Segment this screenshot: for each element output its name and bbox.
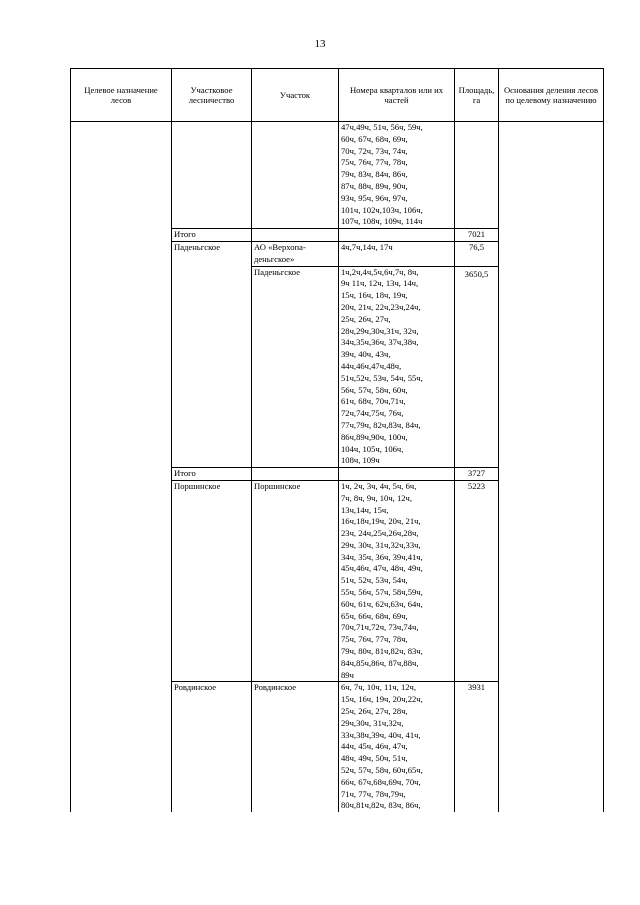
header-district: Участковое лесничество — [172, 69, 252, 122]
section-verkhopadenga: АО «Верхопа-деньгское» — [252, 241, 339, 266]
header-quarters: Номера кварталов или их частей — [339, 69, 455, 122]
section-rovdinskoe: Ровдинское — [252, 682, 339, 812]
quarters-cell: 47ч,49ч, 51ч, 56ч, 59ч, 60ч, 67ч, 68ч, 69ч, 70ч, 72ч, 73ч, 74ч, 75ч, 76ч, 77ч, 78ч, 79ч, 83ч, 84ч, 86ч, 87ч, 88ч, 89ч, 90ч, 93ч, 95ч, 96ч, 97ч, 101ч, 102ч,103ч, 106ч, 107ч, 108ч, 109ч, 114ч — [339, 122, 455, 229]
area-cell: 3931 — [455, 682, 499, 812]
basis-cell — [499, 122, 604, 813]
header-area: Площадь, га — [455, 69, 499, 122]
quarters-cell: 4ч,7ч,14ч, 17ч — [339, 241, 455, 266]
total-area: 3727 — [455, 468, 499, 481]
total-label: Итого — [172, 229, 252, 242]
purpose-cell — [71, 122, 172, 813]
section-cell — [252, 122, 339, 229]
total-area: 7021 — [455, 229, 499, 242]
quarters-cell: 6ч, 7ч, 10ч, 11ч, 12ч, 15ч, 16ч, 19ч, 20ч,22ч, 25ч, 26ч, 27ч, 28ч, 29ч,30ч, 31ч,32ч, 33ч,38ч,39ч, 40ч, 41ч, 44ч, 45ч, 46ч, 47ч, 48ч, 49ч, 50ч, 51ч, 52ч, 57ч, 58ч, 60ч,65ч, 66ч, 67ч,68ч,69ч, 70ч, 71ч, 77ч, 78ч,79ч, 80ч,81ч,82ч, 83ч, 86ч, — [339, 682, 455, 812]
area-cell: 5223 — [455, 480, 499, 682]
section-padenga: Паденьгское — [252, 266, 339, 468]
forest-purpose-table — [70, 68, 604, 812]
district-cell — [172, 122, 252, 229]
quarters-cell — [339, 468, 455, 481]
quarters-cell: 1ч,2ч,4ч,5ч,6ч,7ч, 8ч, 9ч 11ч, 12ч, 13ч, 14ч, 15ч, 16ч, 18ч, 19ч, 20ч, 21ч, 22ч,23ч,24ч, 25ч, 26ч, 27ч, 28ч,29ч,30ч,31ч, 32ч, 34ч,35ч,36ч, 37ч,38ч, 39ч, 40ч, 43ч, 44ч,46ч,47ч,48ч, 51ч,52ч, 53ч, 54ч, 55ч, 56ч, 57ч, 58ч, 60ч, 61ч, 68ч, 70ч,71ч, 72ч,74ч,75ч, 76ч, 77ч,79ч, 82ч,83ч, 84ч, 86ч,89ч,90ч, 100ч, 104ч, 105ч, 106ч, 108ч, 109ч — [339, 266, 455, 468]
area-cell — [455, 122, 499, 229]
table-row — [71, 122, 604, 229]
quarters-cell — [339, 229, 455, 242]
area-value: 3650,5 — [464, 268, 489, 279]
district-rovdinskoe: Ровдинское — [172, 682, 252, 812]
section-cell — [252, 468, 339, 481]
header-section: Участок — [252, 69, 339, 122]
total-label: Итого — [172, 468, 252, 481]
section-porshinskoe: Поршинское — [252, 480, 339, 682]
district-porshinskoe: Поршинское — [172, 480, 252, 682]
header-basis: Основания деления лесов по целевому назначению — [499, 69, 604, 122]
area-cell — [455, 266, 499, 468]
section-cell — [252, 229, 339, 242]
quarters-cell: 1ч, 2ч, 3ч, 4ч, 5ч, 6ч, 7ч, 8ч, 9ч, 10ч, 12ч, 13ч,14ч, 15ч, 16ч,18ч,19ч, 20ч, 21ч, 23ч, 24ч,25ч,26ч,28ч, 29ч, 30ч, 31ч,32ч,33ч, 34ч, 35ч, 36ч, 39ч,41ч, 45ч,46ч, 47ч, 48ч, 49ч, 51ч, 52ч, 53ч, 54ч, 55ч, 56ч, 57ч, 58ч,59ч, 60ч, 61ч, 62ч,63ч, 64ч, 65ч, 66ч, 68ч, 69ч, 70ч,71ч,72ч, 73ч,74ч, 75ч, 76ч, 77ч, 78ч, 79ч, 80ч, 81ч,82ч, 83ч, 84ч,85ч,86ч, 87ч,88ч, 89ч — [339, 480, 455, 682]
header-purpose: Целевое назначение лесов — [71, 69, 172, 122]
table-header-row — [71, 69, 604, 122]
district-padenga: Паденьгское — [172, 241, 252, 467]
page-number: 13 — [314, 38, 326, 50]
area-cell: 76,5 — [455, 241, 499, 266]
